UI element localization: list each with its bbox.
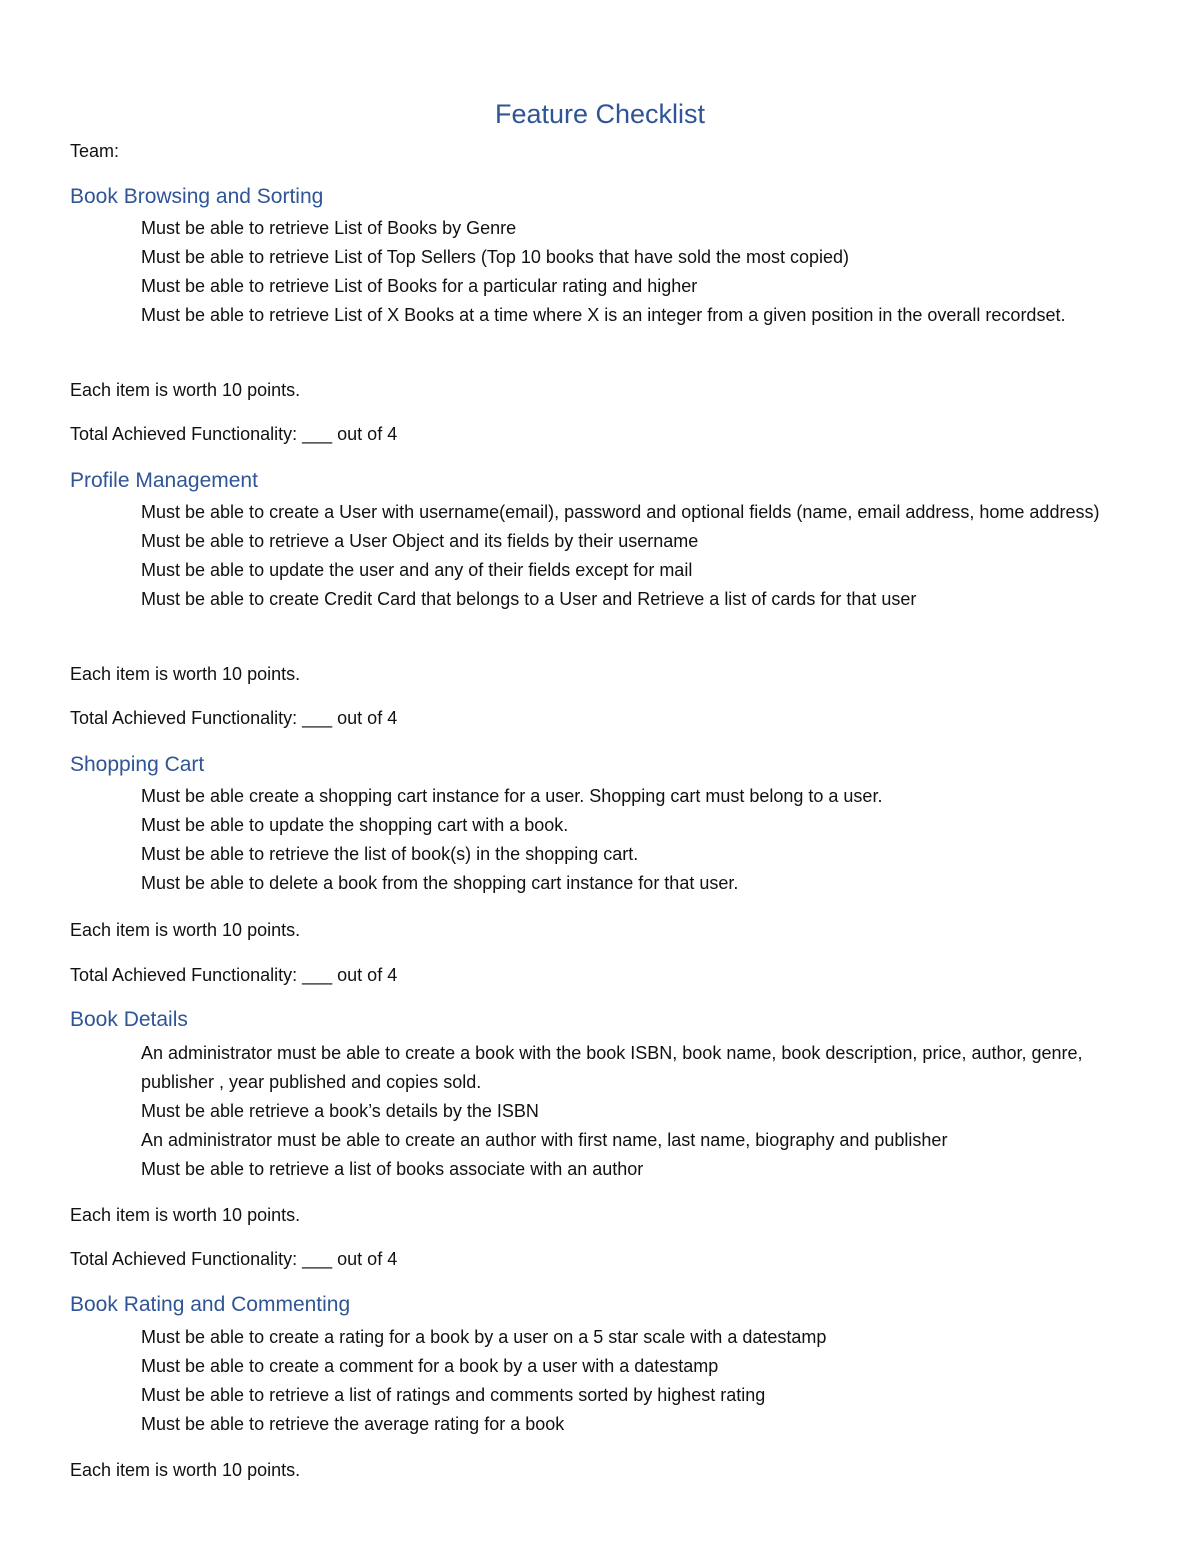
points-note: Each item is worth 10 points.: [70, 664, 301, 684]
total-functionality: Total Achieved Functionality: ___ out of 4: [70, 708, 398, 728]
list-item: Must be able to retrieve List of Books by Genre: [141, 218, 517, 238]
points-note: Each item is worth 10 points.: [70, 380, 301, 400]
list-item: Must be able to create a User with username(email), password and optional fields (name, email address, home address): [141, 502, 1100, 522]
list-item: Must be able to retrieve List of Top Sellers (Top 10 books that have sold the most copied): [141, 247, 850, 267]
list-item: Must be able to retrieve a list of books associate with an author: [141, 1159, 644, 1179]
total-functionality: Total Achieved Functionality: ___ out of 4: [70, 965, 398, 985]
list-item: Must be able to retrieve a list of ratings and comments sorted by highest rating: [141, 1385, 766, 1405]
points-note: Each item is worth 10 points.: [70, 1460, 301, 1480]
list-item: Must be able to create a rating for a book by a user on a 5 star scale with a datestamp: [141, 1327, 827, 1347]
list-item: Must be able to delete a book from the shopping cart instance for that user.: [141, 873, 739, 893]
section-heading-shopping-cart: Shopping Cart: [70, 753, 205, 776]
list-item: Must be able to create a comment for a book by a user with a datestamp: [141, 1356, 719, 1376]
total-functionality: Total Achieved Functionality: ___ out of 4: [70, 1249, 398, 1269]
section-items-book-browsing: [141, 214, 1131, 330]
points-note: Each item is worth 10 points.: [70, 920, 301, 940]
points-note: Each item is worth 10 points.: [70, 1205, 301, 1225]
list-item: Must be able to retrieve a User Object and its fields by their username: [141, 531, 699, 551]
section-heading-book-details: Book Details: [70, 1008, 188, 1031]
list-item: Must be able create a shopping cart instance for a user. Shopping cart must belong to a user.: [141, 786, 883, 806]
section-heading-profile-management: Profile Management: [70, 469, 258, 492]
section-heading-book-rating: Book Rating and Commenting: [70, 1293, 351, 1316]
list-item: An administrator must be able to create a book with the book ISBN, book name, book description, price, author, genre, publisher , year published and copies sold.: [141, 1043, 1083, 1092]
list-item: An administrator must be able to create an author with first name, last name, biography and publisher: [141, 1130, 948, 1150]
list-item: Must be able to retrieve List of Books for a particular rating and higher: [141, 276, 698, 296]
list-item: Must be able to retrieve the list of book(s) in the shopping cart.: [141, 844, 639, 864]
list-item: Must be able to retrieve the average rating for a book: [141, 1414, 565, 1434]
section-items-profile-management: [141, 498, 1131, 614]
list-item: Must be able to create Credit Card that belongs to a User and Retrieve a list of cards for that user: [141, 589, 917, 609]
section-heading-book-browsing: Book Browsing and Sorting: [70, 185, 324, 208]
list-item: Must be able to update the user and any of their fields except for mail: [141, 560, 693, 580]
team-label: Team:: [70, 141, 120, 161]
section-items-book-rating: [141, 1323, 1131, 1439]
list-item: Must be able retrieve a book’s details by the ISBN: [141, 1101, 539, 1121]
section-items-shopping-cart: [141, 782, 1131, 898]
list-item: Must be able to update the shopping cart with a book.: [141, 815, 569, 835]
list-item: Must be able to retrieve List of X Books at a time where X is an integer from a given position in the overall recordset.: [141, 305, 1066, 325]
page-title: Feature Checklist: [494, 99, 706, 129]
section-items-book-details: [141, 1039, 1131, 1184]
total-functionality: Total Achieved Functionality: ___ out of 4: [70, 424, 398, 444]
